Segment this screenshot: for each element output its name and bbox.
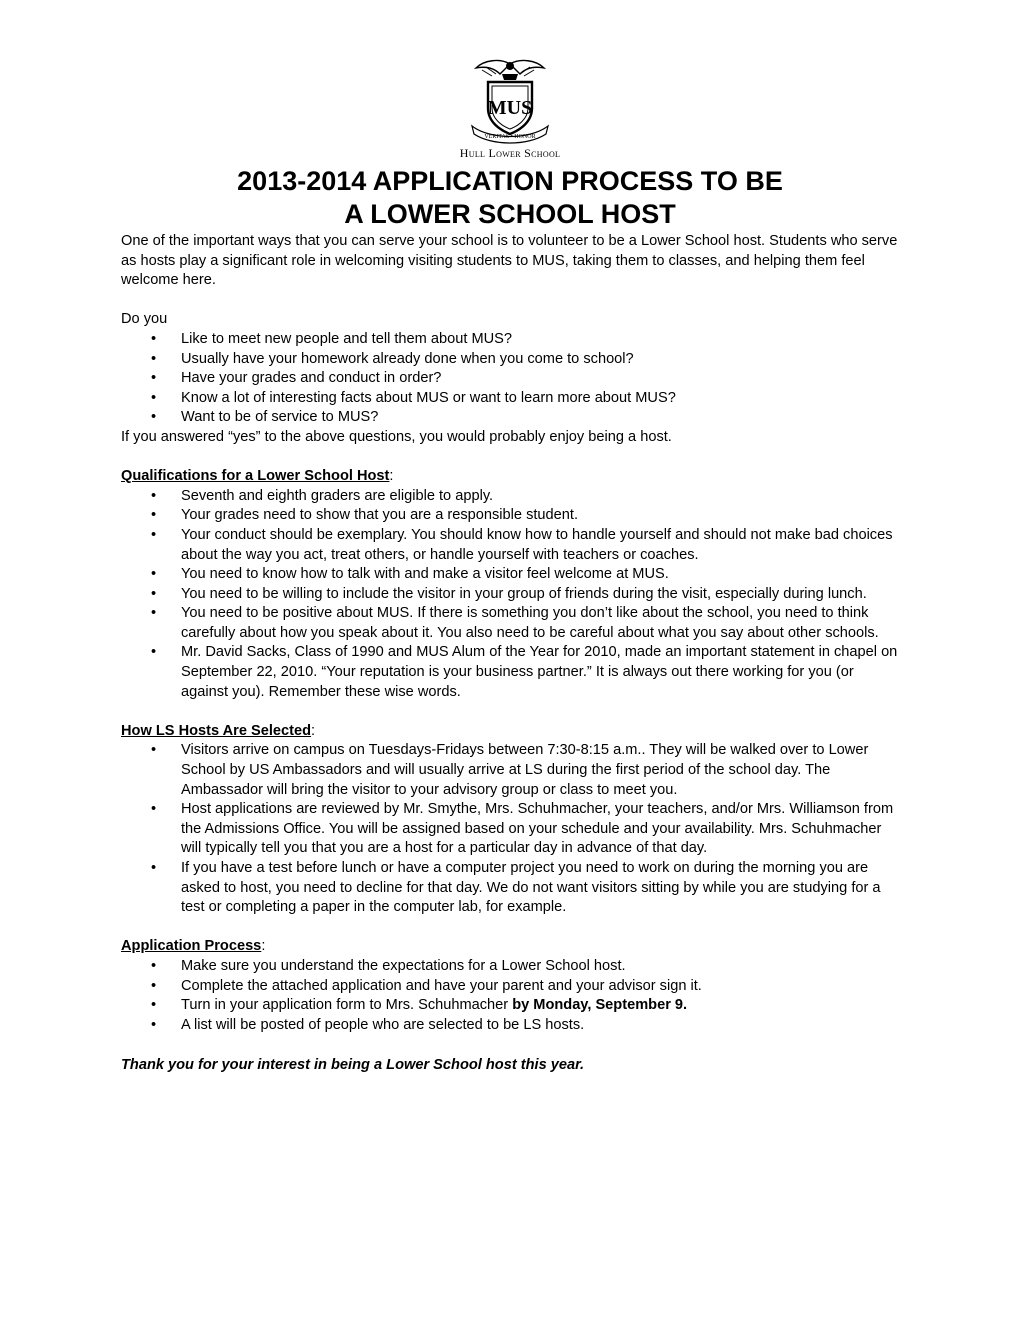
bullet-icon: • bbox=[151, 370, 157, 387]
list-item: • Seventh and eighth graders are eligible to apply. bbox=[121, 487, 901, 507]
do-you-list bbox=[121, 330, 901, 428]
deadline-text: by Monday, September 9. bbox=[512, 997, 688, 1014]
list-item: • You need to know how to talk with and make a visitor feel welcome at MUS. bbox=[121, 565, 901, 585]
bullet-icon: • bbox=[151, 644, 157, 661]
list-item: • Complete the attached application and have your parent and your advisor sign it. bbox=[121, 977, 901, 997]
bullet-icon: • bbox=[151, 860, 157, 876]
bullet-icon: • bbox=[151, 1016, 157, 1033]
school-name: Hull Lower School bbox=[459, 146, 561, 160]
list-item: • Like to meet new people and tell them about MUS? bbox=[121, 330, 901, 350]
list-item: • Know a lot of interesting facts about MUS or want to learn more about MUS? bbox=[121, 389, 901, 409]
list-item: • Want to be of service to MUS? bbox=[121, 408, 901, 428]
bullet-icon: • bbox=[151, 526, 157, 543]
bullet-icon: • bbox=[151, 350, 157, 367]
document-title bbox=[0, 165, 1020, 231]
bullet-icon: • bbox=[151, 507, 157, 524]
selection-list bbox=[121, 741, 901, 917]
closing-note: Thank you for your interest in being a Lower School host this year. bbox=[121, 1056, 585, 1073]
school-crest-logo bbox=[462, 56, 558, 146]
list-item: • Your grades need to show that you are a responsible student. bbox=[121, 506, 901, 526]
crest-monogram: MUS bbox=[487, 97, 533, 119]
list-item: • Mr. David Sacks, Class of 1990 and MUS Alum of the Year for 2010, made an important statement in chapel on September 22, 2010. “Your reputation is your business partner.” It is always out there working for you (or against you). Remember these wise words. bbox=[151, 644, 898, 700]
crest-motto: VERITAS • HONOR bbox=[484, 134, 536, 140]
list-item: • Usually have your homework already done when you come to school? bbox=[121, 350, 901, 370]
intro-paragraph: One of the important ways that you can serve your school is to volunteer to be a Lower School host. Students who serve as hosts play a significant role in welcoming visiting students to MUS, taking them to classes, and helping them feel welcome here. bbox=[121, 233, 898, 289]
do-you-label: Do you bbox=[121, 311, 168, 328]
bullet-icon: • bbox=[151, 801, 157, 818]
list-item: • Have your grades and conduct in order? bbox=[121, 369, 901, 389]
selection-heading: How LS Hosts Are Selected: bbox=[121, 722, 316, 739]
list-item: • Host applications are reviewed by Mr. Smythe, Mrs. Schuhmacher, your teachers, and/or Mrs. Williamson from the Admissions Office. You will be assigned based on your schedule and your availability. Mrs. Schuhmacher will typically tell you that you are a host for a particular day in advance of that day. bbox=[151, 801, 894, 857]
list-item: • Visitors arrive on campus on Tuesdays-Fridays between 7:30-8:15 a.m.. They will be walked over to Lower School by US Ambassadors and will usually arrive at LS during the first period of the school day. The Ambassador will bring the visitor to your advisory group or class to meet you. bbox=[151, 742, 869, 798]
bullet-icon: • bbox=[151, 330, 157, 347]
bullet-icon: • bbox=[151, 487, 157, 504]
application-list bbox=[121, 957, 901, 1035]
document-body bbox=[121, 232, 901, 1075]
title-line-2: A LOWER SCHOOL HOST bbox=[344, 199, 676, 229]
list-item: • Your conduct should be exemplary. You should know how to handle yourself and should not make bad choices about the way you act, treat others, or handle yourself with teachers or coaches. bbox=[151, 526, 893, 563]
title-line-1: 2013-2014 APPLICATION PROCESS TO BE bbox=[237, 166, 783, 196]
list-item: • A list will be posted of people who are selected to be LS hosts. bbox=[121, 1016, 901, 1036]
bullet-icon: • bbox=[151, 997, 157, 1014]
do-you-conclusion: If you answered “yes” to the above questions, you would probably enjoy being a host. bbox=[121, 428, 672, 445]
list-item: • You need to be positive about MUS. If there is something you don’t like about the school, you need to think carefully about how you speak about it. You also need to be careful about what you say about other schools. bbox=[151, 605, 879, 641]
qualifications-heading: Qualifications for a Lower School Host: bbox=[121, 468, 394, 485]
list-item: • Make sure you understand the expectations for a Lower School host. bbox=[121, 957, 901, 977]
list-item: • Turn in your application form to Mrs. Schuhmacher by Monday, September 9. bbox=[121, 996, 901, 1016]
bullet-icon: • bbox=[151, 409, 157, 426]
bullet-icon: • bbox=[151, 977, 157, 994]
list-item: • If you have a test before lunch or have a computer project you need to work on during the morning you are asked to host, you need to decline for that day. We do not want visitors sitting by while you are studying for a test or completing a paper in the computer lab, for example. bbox=[151, 860, 881, 916]
bullet-icon: • bbox=[151, 742, 157, 759]
list-item: • You need to be willing to include the visitor in your group of friends during the visit, especially during lunch. bbox=[121, 585, 901, 605]
qualifications-list bbox=[121, 487, 901, 703]
bullet-icon: • bbox=[151, 585, 157, 602]
application-heading: Application Process: bbox=[121, 938, 266, 955]
bullet-icon: • bbox=[151, 389, 157, 406]
bullet-icon: • bbox=[151, 605, 157, 622]
bullet-icon: • bbox=[151, 566, 157, 583]
bullet-icon: • bbox=[151, 957, 157, 974]
